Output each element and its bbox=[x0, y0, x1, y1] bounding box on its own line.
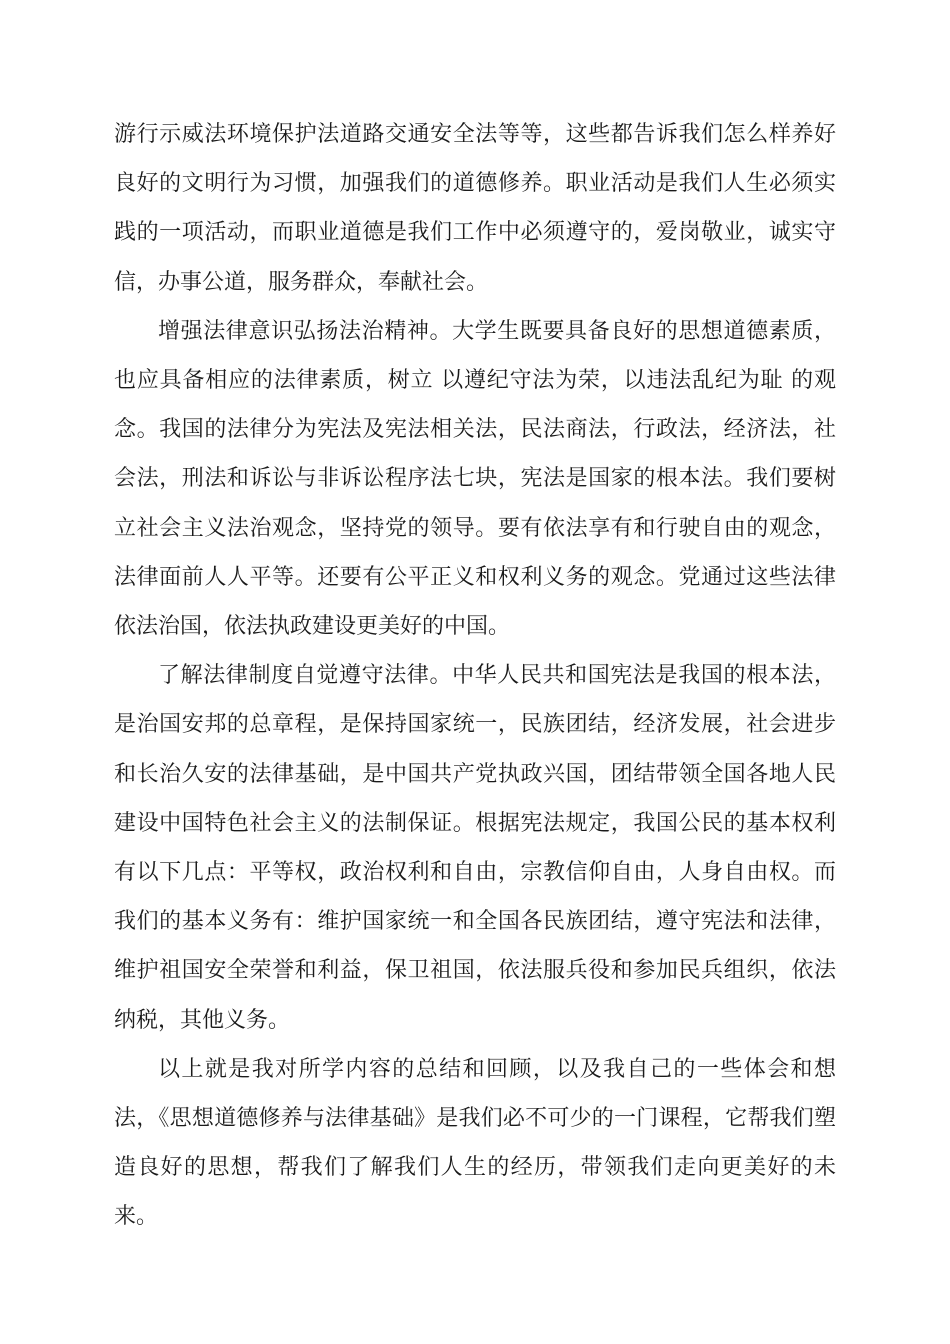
paragraph-conclusion: 以上就是我对所学内容的总结和回顾，以及我自己的一些体会和想法，《思想道德修养与法律基础》是我们必不可少的一门课程，它帮我们塑造良好的思想，帮我们了解我们人生的经历，带领我们走向更美好的未来。 bbox=[114, 1056, 836, 1230]
paragraph-legal-system: 了解法律制度自觉遵守法律。中华人民共和国宪法是我国的根本法，是治国安邦的总章程，是保持国家统一，民族团结，经济发展，社会进步和长治久安的法律基础，是中国共产党执政兴国，团结带领全国各地人民建设中国特色社会主义的法制保证。根据宪法规定，我国公民的基本权利有以下几点：平等权，政治权利和自由，宗教信仰自由，人身自由权。而我们的基本义务有：维护国家统一和全国各民族团结，遵守宪法和法律，维护祖国安全荣誉和利益，保卫祖国，依法服兵役和参加民兵组织，依法纳税，其他义务。 bbox=[114, 663, 836, 1033]
paragraph-legal-awareness: 增强法律意识弘扬法治精神。大学生既要具备良好的思想道德素质，也应具备相应的法律素质，树立 以遵纪守法为荣，以违法乱纪为耻 的观念。我国的法律分为宪法及宪法相关法，民法商法，行政法，经济法，社会法，刑法和诉讼与非诉讼程序法七块，宪法是国家的根本法。我们要树立社会主义法治观念，坚持党的领导。要有依法享有和行驶自由的观念，法律面前人人平等。还要有公平正义和权利义务的观念。党通过这些法律依法治国，依法执政建设更美好的中国。 bbox=[114, 318, 836, 640]
paragraph-continued: 游行示威法环境保护法道路交通安全法等等，这些都告诉我们怎么样养好良好的文明行为习惯，加强我们的道德修养。职业活动是我们人生必须实践的一项活动，而职业道德是我们工作中必须遵守的，爱岗敬业，诚实守信，办事公道，服务群众，奉献社会。 bbox=[114, 122, 836, 295]
document-body bbox=[114, 110, 836, 1242]
